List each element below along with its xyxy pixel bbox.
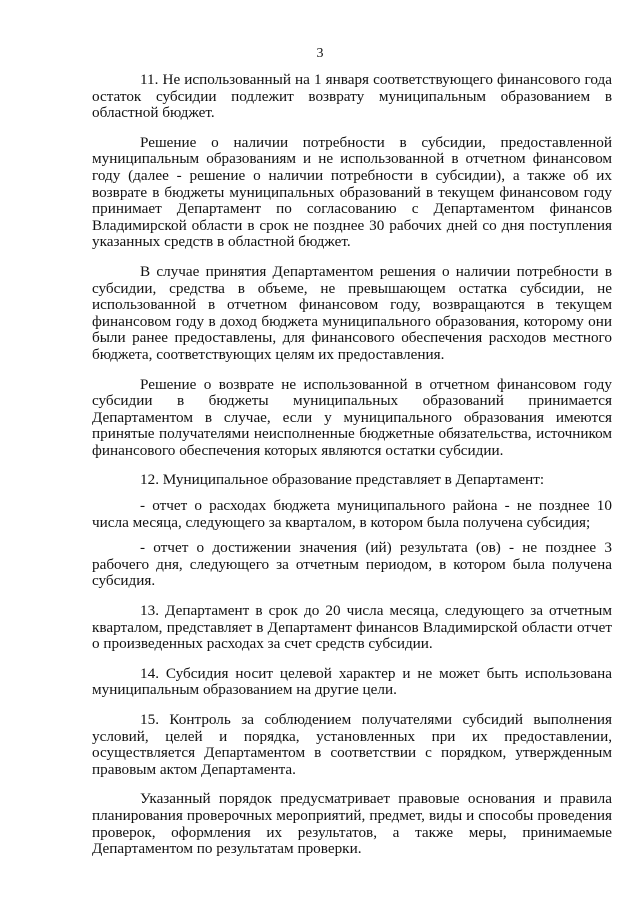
paragraph-decision-need: Решение о наличии потребности в субсидии, предоставленной муниципальным образованиям и не использованной в отчетном финансовом году (далее - решение о наличии потребности в субсидии), а также об их возврате в бюджеты муниципальных образований в текущем финансовом году принимает Департамент по согласованию с Департаментом финансов Владимирской области в срок не позднее 30 рабочих дней со дня поступления указанных средств в областной бюджет. (92, 133, 612, 251)
paragraph-12: 12. Муниципальное образование представляет в Департамент: (140, 471, 545, 489)
paragraph-return-decision: Решение о возврате не использованной в отчетном финансовом году субсидии в бюджеты муниципальных образований принимается Департаментом в случае, если у муниципального образования имеются принятые получателями неисполненные бюджетные обязательства, источником финансового обеспечения которых являются остатки субсидии. (92, 375, 612, 459)
list-item-result-report: - отчет о достижении значения (ий) результата (ов) - не позднее 3 рабочего дня, следующего за отчетным периодом, в котором была получена субсидия. (92, 539, 612, 590)
paragraph-return-case: В случае принятия Департаментом решения о наличии потребности в субсидии, средства в объеме, не превышающем остатка субсидии, не использованной в отчетном финансовом году, возвращаются в текущем финансовом году в доход бюджета муниципального образования, которому они были ранее предоставлены, для финансового обеспечения расходов местного бюджета, соответствующих целям их предоставления. (92, 262, 612, 363)
paragraph-15: 15. Контроль за соблюдением получателями субсидий выполнения условий, целей и порядка, установленных при их предоставлении, осуществляется Департаментом в соответствии с порядком, утвержденным правовым актом Департамента. (92, 711, 612, 778)
paragraph-procedure: Указанный порядок предусматривает правовые основания и правила планирования проверочных мероприятий, предмет, виды и способы проведения проверок, оформления их результатов, а также меры, принимаемые Департаментом по результатам проверки. (92, 790, 612, 858)
paragraph-14: 14. Субсидия носит целевой характер и не может быть использована муниципальным образованием на другие цели. (92, 664, 612, 699)
list-item-expense-report: - отчет о расходах бюджета муниципального района - не позднее 10 числа месяца, следующего за кварталом, в котором была получена субсидия; (92, 497, 612, 531)
page-number: 3 (316, 46, 324, 61)
paragraph-13: 13. Департамент в срок до 20 числа месяца, следующего за отчетным кварталом, представляет в Департамент финансов Владимирской области отчет о произведенных расходах за счет средств субсидии. (92, 602, 612, 653)
paragraph-11: 11. Не использованный на 1 января соответствующего финансового года остаток субсидии подлежит возврату муниципальным образованием в областной бюджет. (92, 71, 612, 122)
document-body (92, 72, 612, 871)
